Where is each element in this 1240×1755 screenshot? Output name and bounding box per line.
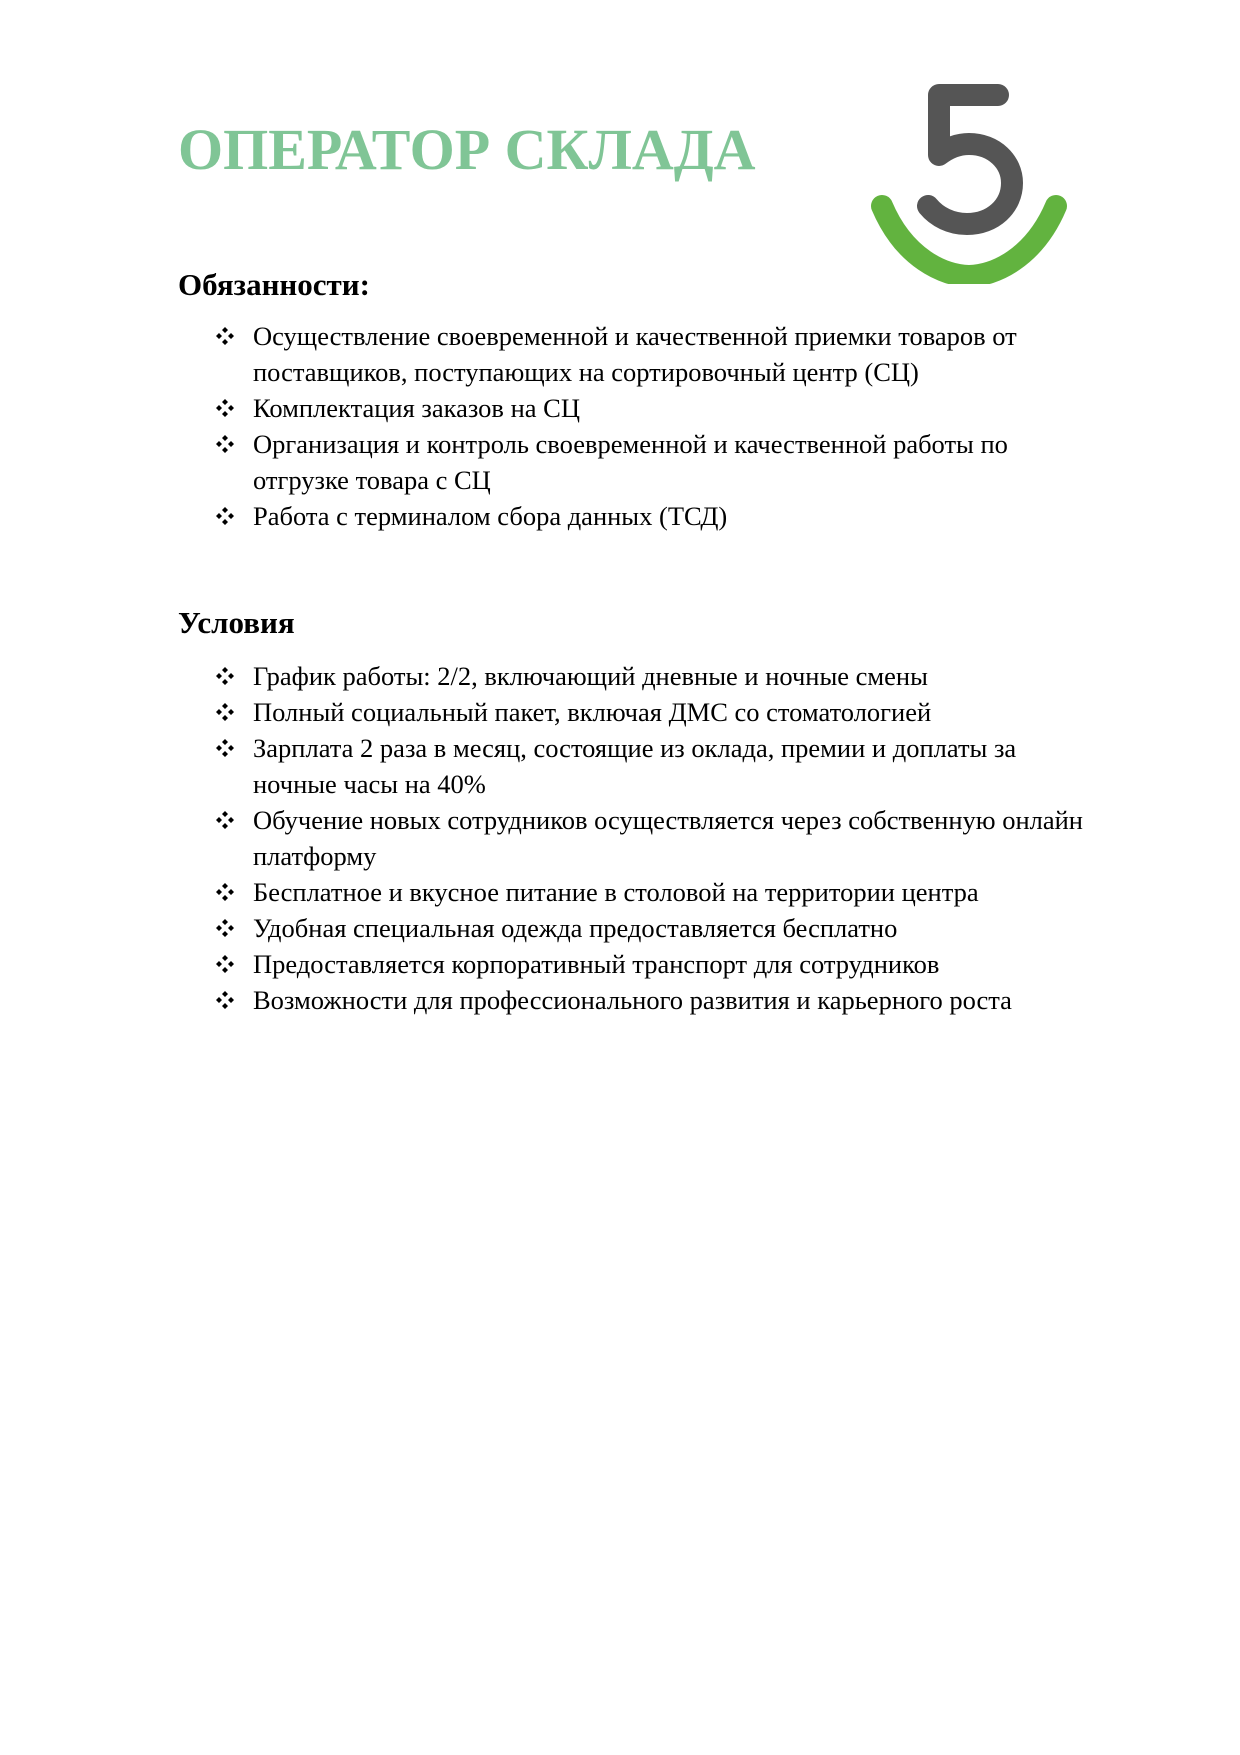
four-diamonds-icon (216, 703, 234, 721)
logo-digit-five (928, 95, 1012, 224)
list-item (216, 498, 1106, 534)
list-item-text: Удобная специальная одежда предоставляется бесплатно (253, 913, 898, 943)
list-item-text: Обучение новых сотрудников осуществляется через собственную онлайн платформу (253, 805, 1083, 871)
list-item (216, 318, 1106, 390)
list-item (216, 426, 1106, 498)
page-title: ОПЕРАТОР СКЛАДА (178, 117, 756, 182)
four-diamonds-icon (216, 667, 234, 685)
list-item-text: Организация и контроль своевременной и качественной работы по отгрузке товара с СЦ (253, 429, 1008, 495)
four-diamonds-icon (216, 883, 234, 901)
list-item (216, 658, 1106, 694)
list-item-text: Предоставляется корпоративный транспорт для сотрудников (253, 949, 940, 979)
four-diamonds-icon (216, 991, 234, 1009)
list-item-text: Полный социальный пакет, включая ДМС со стоматологией (253, 697, 932, 727)
four-diamonds-icon (216, 399, 234, 417)
four-diamonds-icon (216, 739, 234, 757)
list-item (216, 946, 1106, 982)
list-item (216, 982, 1106, 1018)
list-item (216, 874, 1106, 910)
duties-heading: Обязанности: (178, 267, 370, 302)
list-item (216, 390, 1106, 426)
four-diamonds-icon (216, 919, 234, 937)
conditions-list (216, 658, 1106, 1018)
list-item (216, 730, 1106, 802)
four-diamonds-icon (216, 327, 234, 345)
company-logo (866, 78, 1072, 284)
list-item-text: Зарплата 2 раза в месяц, состоящие из оклада, премии и доплаты за ночные часы на 40% (253, 733, 1017, 799)
list-item-text: Бесплатное и вкусное питание в столовой на территории центра (253, 877, 979, 907)
duties-list (216, 318, 1106, 534)
list-item (216, 910, 1106, 946)
list-item-text: Комплектация заказов на СЦ (253, 393, 580, 423)
list-item (216, 694, 1106, 730)
list-item (216, 802, 1106, 874)
list-item-text: График работы: 2/2, включающий дневные и ночные смены (253, 661, 928, 691)
five-smile-logo-icon (866, 78, 1072, 284)
four-diamonds-icon (216, 435, 234, 453)
four-diamonds-icon (216, 507, 234, 525)
list-item-text: Осуществление своевременной и качественной приемки товаров от поставщиков, поступающих на сортировочный центр (СЦ) (253, 321, 1017, 387)
list-item-text: Работа с терминалом сбора данных (ТСД) (253, 501, 728, 531)
four-diamonds-icon (216, 811, 234, 829)
conditions-heading: Условия (178, 605, 295, 640)
four-diamonds-icon (216, 955, 234, 973)
list-item-text: Возможности для профессионального развития и карьерного роста (253, 985, 1012, 1015)
